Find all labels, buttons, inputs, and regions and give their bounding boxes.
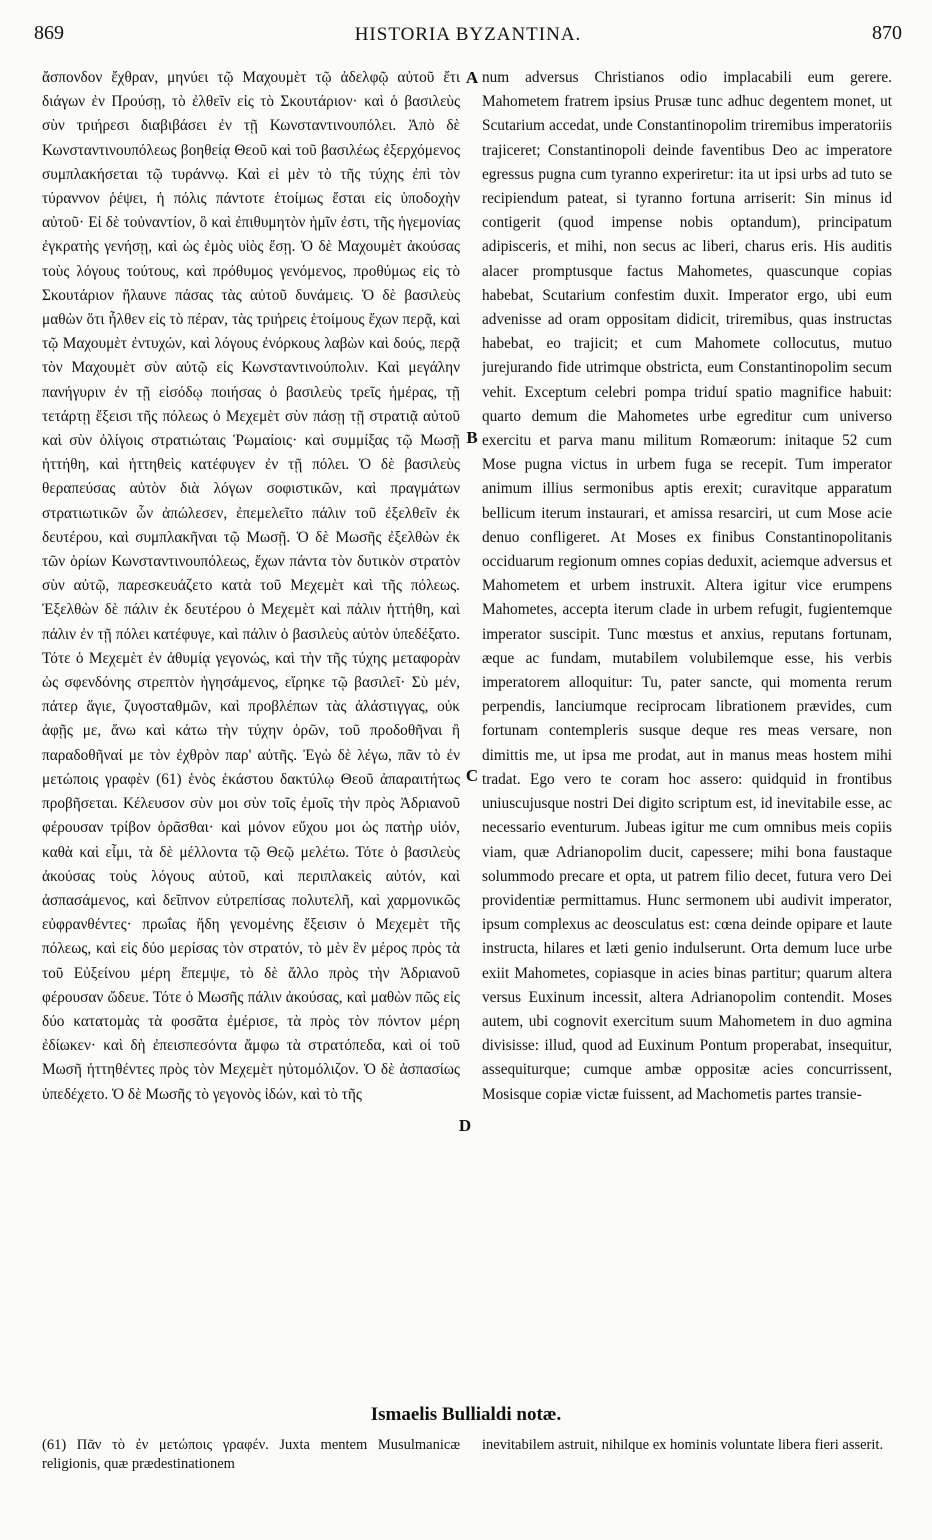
page-number-left: 869	[34, 22, 64, 44]
margin-marker-c: C	[465, 766, 479, 785]
running-title: HISTORIA BYZANTINA.	[354, 24, 582, 45]
latin-column	[482, 66, 892, 1396]
note-left: (61) Πᾶν τὸ ἐν μετώποις γραφέν. Juxta mentem Musulmanicæ religionis, quæ prædestinationem	[42, 1437, 460, 1472]
margin-marker-d: D	[458, 1116, 472, 1135]
latin-text: num adversus Christianos odio implacabili eum gerere. Mahometem fratrem ipsius Prusæ tunc adhuc degentem monet, ut Scutarium accedat, unde Constantinopolim triremibus imperatoriis trajiceret; Constantinopoli deinde faventibus Deo ac imperatore egressus pugna cum tyranno experiretur: ita ut ipsi urbs ad tuto se recipiendum pateat, si tyranno fortuna arriserit: Sin minus id contigerit (quod impense nobis optandum), principatum adipisceris, et mihi, non secus ac liberi, charus eris. His auditis alacer promptusque factus Mahometes, quascunque copias habebat, Scutarium confestim duxit. Imperator ergo, ubi eum advenisse ad oram oppositam didicit, triremibus, quas instructas habebat, eo trajicit; et cum Mahomete collocutus, mutuo jurejurando fide utrimque obstricta, eum Constantinopolim secum vehit. Exceptum celebri pompa triduí spatio magnifice habuit: quarto demum die Mahometes urbe egreditur cum universo exercitu et parva manu militum Romæorum: initaque 52 cum Mose pugna victus in urbem fuga se recepit. Tum imperator animum illius sermonibus aptis erexit; curavitque apparatum bellicum iterum instaurari, et amissa resarciri, ut cum Mose acie denuo confligeret. At Moses ex finibus Constantinopolitanis occiduarum regionum omnes copias deduxit, aciemque adversus et Mahometem et urbem instruxit. Altera igitur vice erumpens Mahometes, accepta iterum clade in urbem refugit, fugientemque imperator suscipit. Tunc mœstus et anxius, reputans fortunam, æque ac fundam, mutabilem volubilemque esse, his verbis imperatorem alloquitur: Tu, pater sancte, qui momenta rerum perpendis, lanciumque reciprocam librationem prævides, cum fortunam contempleris susque deque res meas versare, non dimittis me, ut ipsa me prodat, aut in manus meas hostem mihi tradat. Ego vero te coram hoc assero: quidquid in frontibus uniuscujusque nostri Dei digito scriptum est, id inevitabile esse, ac necessario eventurum. Jubeas igitur me cum omnibus meis copiis viam, quæ Adrianopolim ducit, capessere; mihi bona faustaque solummodo precare et opta, ut patrem filio decet, futura vero Dei providentiæ permittamus. Hunc sermonem ubi audivit imperator, ipsum complexus ac deosculatus est: cœna deinde opipare et laute instructa, hilares et læti genio indulserunt. Orta demum luce urbe exiit Mahometes, copiasque in acies binas partitur; quarum altera versus Euxinum incessit, altera Adrianopolim contendit. Moses autem, ubi cognovit exercitum suum Mahometem in duo agmina divisisse: illud, quod ad Euxinum Pontum properabat, insequitur, assequiturque; cumque ambæ oppositæ acies concurrissent, Mosisque copiæ victæ fuissent, ad Machometis partes transie-	[482, 69, 892, 1103]
greek-text: ἄσπονδον ἔχθραν, μηνύει τῷ Μαχουμὲτ τῷ ἀδελφῷ αὐτοῦ ἔτι διάγων ἐν Προύσῃ, τὸ ἐλθεῖν εἰς τὸ Σκουτάριον· καὶ ὁ βασιλεὺς σὺν τριήρεσι διαβιβάσει ἐν τῇ Κωνσταντινουπόλει. Ἀπὸ δὲ Κωνσταντινουπόλεως βοηθείᾳ Θεοῦ καὶ τοῦ βασιλέως ἐξερχόμενος συμπλακήσεται τῷ τυράννῳ. Καὶ εἰ μὲν τὸ τῆς τύχης ἐπὶ τὸν τύραννον ῥέψει, ἡ πόλις πάντοτε ἑτοίμως ἔσται εἰς ὑποδοχὴν αὐτοῦ· Εἰ δὲ τοὐναντίον, ὃ καὶ ἐπιθυμητὸν ἡμῖν ἐστι, τῆς ἡγεμονίας ἐγκρατὴς γενήσῃ, καὶ ὡς ἐμὸς υἱὸς ἔσῃ. Ὁ δὲ Μαχουμὲτ ἀκούσας τοὺς λόγους τούτους, καὶ πρόθυμος γενόμενος, προθύμως εἰς τὸ Σκουτάριον ἤλαυνε πάσας τὰς αὐτοῦ δυνάμεις. Ὁ δὲ βασιλεὺς μαθὼν ὅτι ἦλθεν εἰς τὸ πέραν, τὰς τριήρεις ἑτοίμους ἔχων περᾷ, καὶ τῷ Μαχουμὲτ ἐντυχών, καὶ λόγους ἐνόρκους λαβὼν καὶ δούς, περᾷ τὸν Μαχουμὲτ σὺν αὐτῷ εἰς Κωνσταντινούπολιν. Καὶ μεγάλην πανήγυριν ἐν τῇ εἰσόδῳ ποιήσας ὁ βασιλεὺς τρεῖς ἡμέρας, τῇ τετάρτῃ ἔξεισι τῆς πόλεως ὁ Μεχεμὲτ σὺν πάσῃ τῇ στρατιᾷ αὐτοῦ καὶ σὺν ὀλίγοις στρατιώταις Ῥωμαίοις· καὶ συμμίξας τῷ Μωσῇ ἡττήθη, καὶ ἡττηθεὶς κατέφυγεν ἐν τῇ πόλει. Ὁ δὲ βασιλεὺς θεραπεύσας αὐτὸν διὰ λόγων σοφιστικῶν, καὶ πραγμάτων στρατιωτικῶν ὧν ἀπώλεσεν, ἐπεμελεῖτο πάλιν τοῦ ἐξελθεῖν ἐκ δευτέρου, καὶ συμπλακῆναι τῷ Μωσῇ. Ὁ δὲ Μωσῆς ἐξελθὼν ἐκ τῶν ὁρίων Κωνσταντινουπόλεως, ἔχων πάντα τὸν δυτικὸν στρατὸν σὺν αὐτῷ, παρεσκευάζετο κατὰ τοῦ Μεχεμὲτ καὶ τῆς πόλεως. Ἐξελθὼν δὲ πάλιν ἐκ δευτέρου ὁ Μεχεμὲτ καὶ πάλιν ἡττήθη, καὶ πάλιν ἐν τῇ πόλει κατέφυγε, καὶ πάλιν ὁ βασιλεὺς αὐτὸν ὑπεδέξατο. Τότε ὁ Μεχεμὲτ ἐν ἀθυμίᾳ γεγονώς, καὶ τὴν τῆς τύχης μεταφορὰν ὡς σφενδόνης στρεπτὸν ἡγησάμενος, εἴρηκε τῷ βασιλεῖ· Σὺ μέν, πάτερ ἅγιε, ζυγοσταθμῶν, καὶ προβλέπων τὰς ἀλάστιγγας, οὐκ ἀφῇς με, ἄνω καὶ κάτω τὴν τύχην ὁρῶν, τοῦ προδοθῆναι ἢ παραδοθῆναί με τὸν ἐχθρὸν παρ' αὐτῆς. Ἐγὼ δὲ λέγω, πᾶν τὸ ἐν μετώποις γραφὲν (61) ἑνὸς ἑκάστου δακτύλῳ Θεοῦ ἀπαραιτήτως προβῆσεται. Κέλευσον σὺν μοι σὺν τοῖς ἐμοῖς τὴν πρὸς Ἀδριανοῦ φέρουσαν τρίβον ὁρᾶσθαι· καὶ μόνον εὔχου μοι ὡς πατὴρ υἱόν, καθὰ καὶ εἶμι, τὰ δὲ μέλλοντα τῷ Θεῷ μελέτω. Τότε ὁ βασιλεὺς ἀκούσας τοὺς λόγους αὐτοῦ, καὶ περιπλακεὶς αὐτόν, καὶ ἀσπασάμενος, καὶ δεῖπνον εὐτρεπίσας πολυτελῆ, καὶ χαρμονικῶς εὐφρανθέντες· πρωΐας ἤδη γενομένης ἔξεισιν ὁ Μεχεμὲτ τῆς πόλεως, καὶ εἰς δύο μερίσας τὸν στρατόν, τὸ μὲν ἓν μέρος πρὸς τὰ τοῦ Εὐξείνου μέρη ἔπεμψε, τὸ δὲ ἄλλο πρὸς τὴν Ἀδριανοῦ φέρουσαν ὤδευε. Τότε ὁ Μωσῆς πάλιν ἀκούσας, καὶ μαθὼν πῶς εἰς δύο κατατομὰς τὰ φοσᾶτα ἐμέρισε, τὰ πρὸς τὸν πόντον μέρη ἐδίωκεν· καὶ δὴ ἐπεισπεσόντα ἄμφω τὰ στρατόπεδα, καὶ οἱ τοῦ Μωσῆ ἡττηθέντες πρὸς τὸν Μεχεμὲτ ηὐτομόλιζον. Ὁ δὲ ἀσπασίως ὑπεδέχετο. Ὁ δὲ Μωσῆς τὸ γεγονὸς ἰδών, καὶ τὸ τῆς	[42, 69, 460, 1103]
margin-marker-a: A	[465, 68, 479, 87]
notes-title: Ismaelis Bullialdi notæ.	[370, 1404, 562, 1425]
greek-column	[42, 66, 460, 1396]
page-header	[34, 22, 902, 52]
margin-marker-b: B	[466, 428, 478, 447]
note-right: inevitabilem astruit, nihilque ex hominis voluntate libera fieri asserit.	[482, 1437, 884, 1453]
page-number-right: 870	[872, 22, 902, 44]
